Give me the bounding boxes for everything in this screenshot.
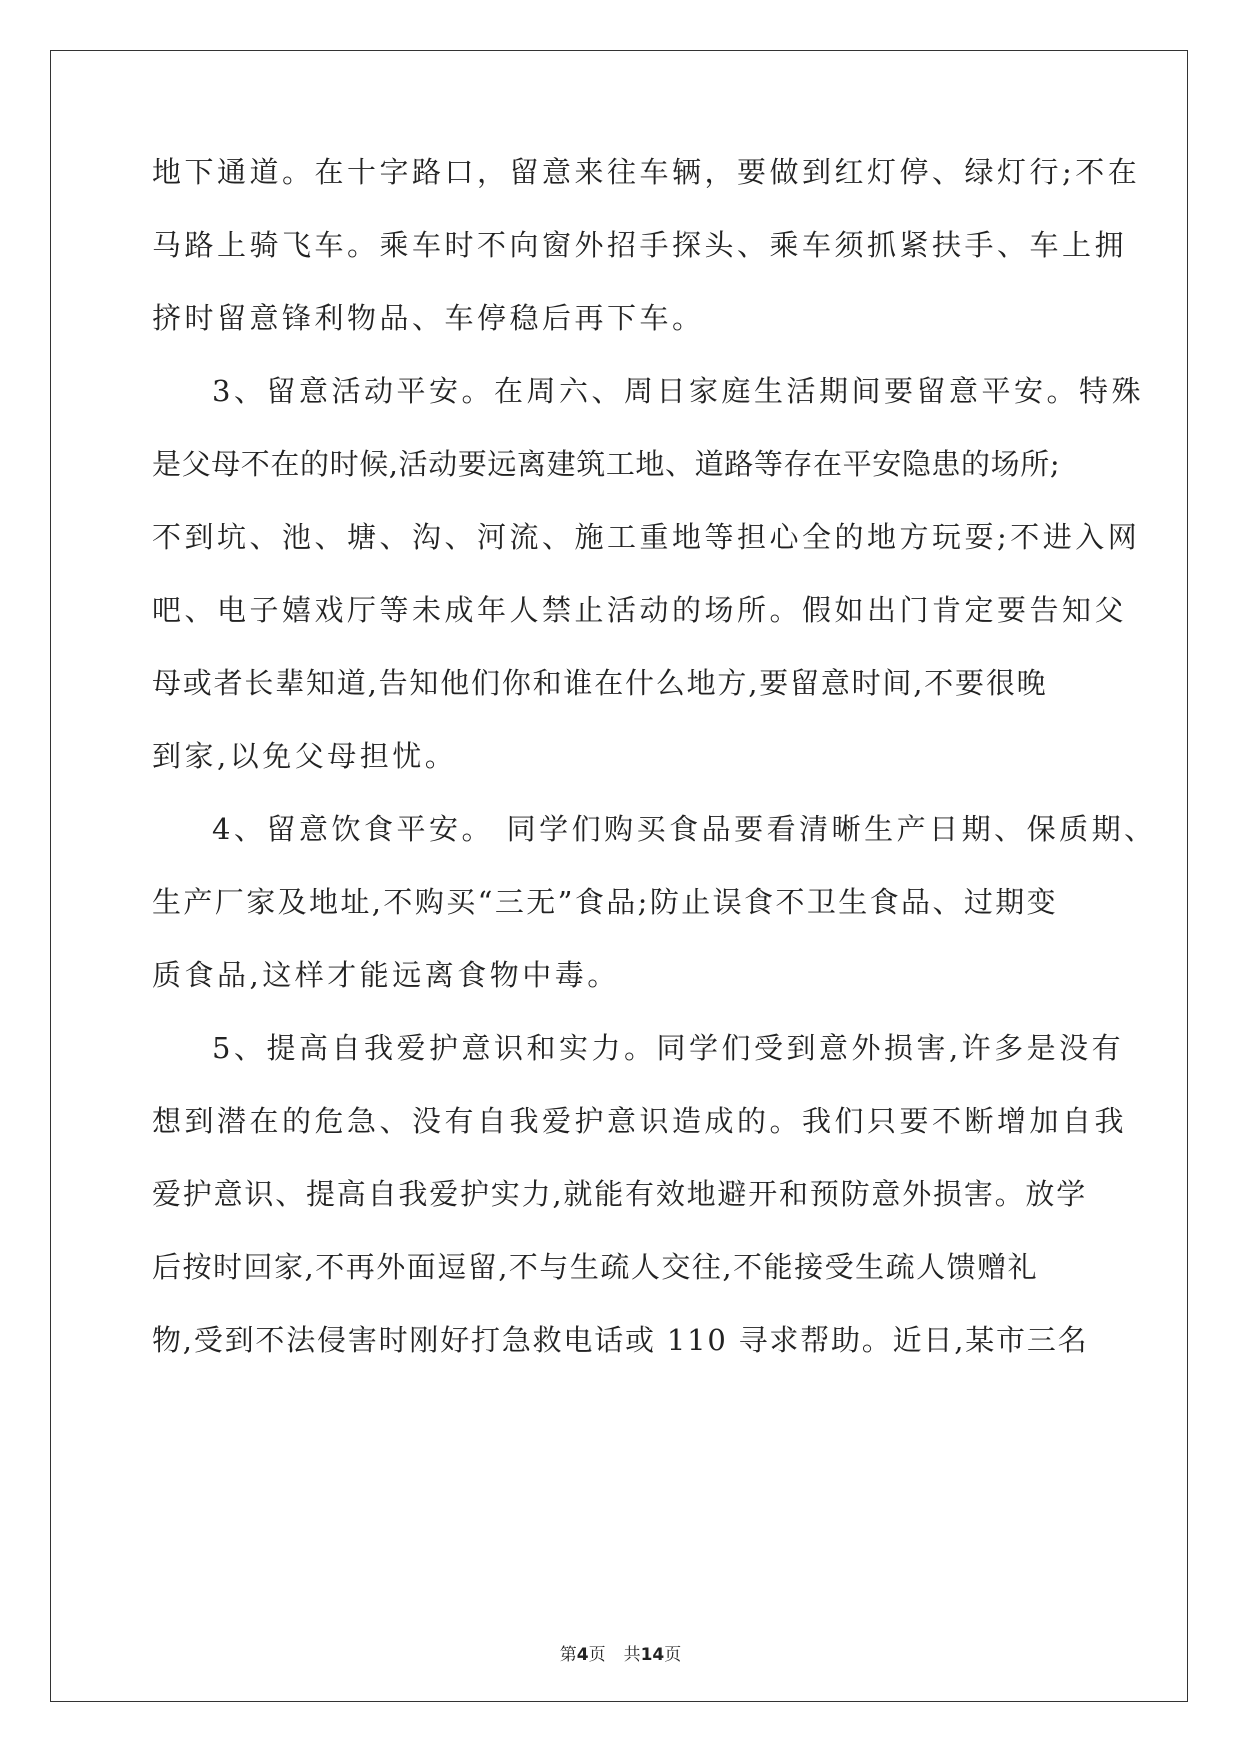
page-unit: 页 xyxy=(588,1645,606,1665)
text-line: 后按时回家,不再外面逗留,不与生疏人交往,不能接受生疏人馈赠礼 xyxy=(152,1250,1039,1284)
total-unit: 页 xyxy=(664,1645,682,1665)
text-line: 挤时留意锋利物品、车停稳后再下车。 xyxy=(152,301,705,335)
paragraph-start-line: 3、留意活动平安。在周六、周日家庭生活期间要留意平安。特殊 xyxy=(212,374,1144,408)
text-line: 马路上骑飞车。乘车时不向窗外招手探头、乘车须抓紧扶手、车上拥 xyxy=(152,228,1128,262)
page-border xyxy=(50,50,1188,1702)
text-line: 吧、电子嬉戏厅等未成年人禁止活动的场所。假如出门肯定要告知父 xyxy=(152,593,1128,627)
text-line: 想到潜在的危急、没有自我爱护意识造成的。我们只要不断增加自我 xyxy=(152,1104,1128,1138)
paragraph-start-line: 5、提高自我爱护意识和实力。同学们受到意外损害,许多是没有 xyxy=(212,1031,1125,1065)
text-line: 爱护意识、提高自我爱护实力,就能有效地避开和预防意外损害。放学 xyxy=(152,1177,1088,1211)
text-line: 质食品,这样才能远离食物中毒。 xyxy=(152,958,620,992)
text-line: 生产厂家及地址,不购买“三无”食品;防止误食不卫生食品、过期变 xyxy=(152,885,1059,919)
page-footer xyxy=(0,1640,1241,1665)
text-line: 地下通道。在十字路口，留意来往车辆，要做到红灯停、绿灯行;不在 xyxy=(152,155,1141,189)
page-number: 4 xyxy=(576,1645,589,1665)
text-line: 不到坑、池、塘、沟、河流、施工重地等担心全的地方玩耍;不进入网 xyxy=(152,520,1141,554)
text-line: 是父母不在的时候,活动要远离建筑工地、道路等存在平安隐患的场所; xyxy=(152,447,1061,481)
total-pages: 14 xyxy=(640,1645,665,1665)
text-line: 到家,以免父母担忧。 xyxy=(152,739,458,773)
total-prefix: 共 xyxy=(623,1645,641,1665)
page-prefix: 第 xyxy=(559,1645,577,1665)
text-line: 物,受到不法侵害时刚好打急救电话或 110 寻求帮助。近日,某市三名 xyxy=(152,1323,1089,1357)
paragraph-start-line: 4、留意饮食平安。 同学们购买食品要看清晰生产日期、保质期、 xyxy=(212,812,1157,846)
text-line: 母或者长辈知道,告知他们你和谁在什么地方,要留意时间,不要很晚 xyxy=(152,666,1048,700)
